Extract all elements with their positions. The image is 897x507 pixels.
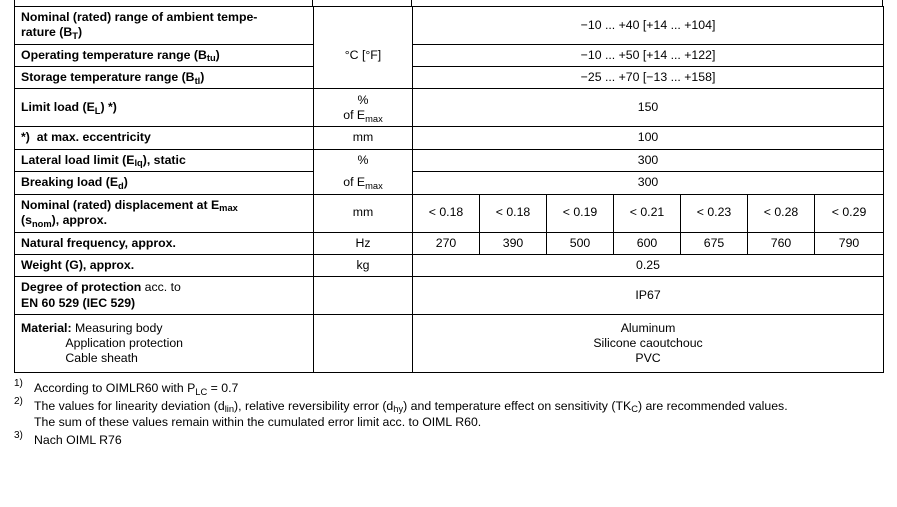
table-row bbox=[15, 7, 884, 45]
material-value-3: PVC bbox=[635, 351, 661, 366]
table-row bbox=[15, 315, 884, 373]
row-unit-degc-degf: °C [°F] bbox=[314, 44, 413, 66]
row-label-nominal-displacement: Nominal (rated) displacement at $E_{max}$ $(s_{nom})$, approx. bbox=[15, 194, 314, 232]
row-value-ambient-temperature-range: −10 ... +40 [+14 ... +104] bbox=[413, 7, 884, 45]
partial-row-unit-cell bbox=[313, 0, 412, 6]
table-row bbox=[15, 232, 884, 254]
row-value-limit-load: 150 bbox=[413, 89, 884, 127]
row-label-material: Material: Measuring body Application protection Cable sheath bbox=[15, 315, 314, 373]
row-unit-material-blank bbox=[314, 315, 413, 373]
row-label-weight: Weight (G), approx. bbox=[15, 254, 314, 276]
row-value-degree-of-protection: IP67 bbox=[413, 277, 884, 315]
row-unit-hz: Hz bbox=[314, 232, 413, 254]
row-value-displacement-3: < 0.19 bbox=[547, 194, 614, 232]
row-value-displacement-5: < 0.23 bbox=[681, 194, 748, 232]
row-value-material bbox=[413, 315, 884, 373]
footnote-2-text: The values for linearity deviation $(d_{lin})$, relative reversibility error $(d_{hy})$ and temperature effect on sensitivity $(TK_C)$ are recommended values. The sum of these values remain within the cumulated error limit acc. to OIML R60. bbox=[34, 398, 883, 431]
table-row bbox=[15, 149, 884, 171]
table-row bbox=[15, 172, 884, 194]
table-row bbox=[15, 127, 884, 149]
row-unit-mm-eccentricity: mm bbox=[314, 127, 413, 149]
row-value-max-eccentricity: 100 bbox=[413, 127, 884, 149]
row-value-frequency-2: 390 bbox=[480, 232, 547, 254]
footnote-1 bbox=[14, 380, 883, 397]
footnote-2-line2: The sum of these values remain within the cumulated error limit acc. to OIML R60. bbox=[34, 415, 482, 430]
footnote-1-text: According to OIMLR60 with $P_{LC} = 0.7$ bbox=[34, 381, 239, 397]
row-label-breaking-load: Breaking load $(E_d)$ bbox=[15, 172, 314, 194]
footnote-3-mark: 3) bbox=[14, 430, 23, 442]
row-value-displacement-2: < 0.18 bbox=[480, 194, 547, 232]
row-value-frequency-6: 760 bbox=[748, 232, 815, 254]
row-label-operating-temperature-range: Operating temperature range $(B_{tu})$ bbox=[15, 44, 314, 66]
footnote-2 bbox=[14, 395, 883, 431]
footnote-2-mark: 2) bbox=[14, 395, 23, 407]
row-value-frequency-1: 270 bbox=[413, 232, 480, 254]
row-unit-temperature-blank bbox=[314, 7, 413, 45]
row-label-max-eccentricity: *) at max. eccentricity bbox=[15, 127, 314, 149]
row-unit-of-emax-breaking: of $E_{max}$ bbox=[314, 172, 413, 194]
material-value-2: Silicone caoutchouc bbox=[593, 336, 703, 351]
row-value-displacement-1: < 0.18 bbox=[413, 194, 480, 232]
table-row bbox=[15, 89, 884, 127]
table-top-partial-row bbox=[14, 0, 883, 6]
footnote-1-mark: 1) bbox=[14, 378, 23, 390]
row-value-frequency-4: 600 bbox=[614, 232, 681, 254]
row-value-displacement-6: < 0.28 bbox=[748, 194, 815, 232]
row-label-ambient-temperature-range: Nominal (rated) range of ambient tempe- rature $(B_T)$ bbox=[15, 7, 314, 45]
row-value-frequency-7: 790 bbox=[815, 232, 884, 254]
row-unit-percent-lateral: % bbox=[314, 149, 413, 171]
row-value-displacement-4: < 0.21 bbox=[614, 194, 681, 232]
row-value-operating-temperature-range: −10 ... +50 [+14 ... +122] bbox=[413, 44, 884, 66]
material-value-1: Aluminum bbox=[620, 320, 676, 335]
row-label-natural-frequency: Natural frequency, approx. bbox=[15, 232, 314, 254]
row-unit-temperature-blank-2 bbox=[314, 67, 413, 89]
partial-row-label-cell bbox=[14, 0, 313, 6]
row-value-frequency-3: 500 bbox=[547, 232, 614, 254]
row-value-lateral-load-limit: 300 bbox=[413, 149, 884, 171]
footnote-3-text: Nach OIML R76 bbox=[34, 433, 122, 448]
row-value-storage-temperature-range: −25 ... +70 [−13 ... +158] bbox=[413, 67, 884, 89]
row-unit-protection-blank bbox=[314, 277, 413, 315]
row-value-displacement-7: < 0.29 bbox=[815, 194, 884, 232]
row-label-lateral-load-limit: Lateral load limit $(E_{lq})$, static bbox=[15, 149, 314, 171]
row-label-limit-load: Limit load $(E_L)$ *) bbox=[15, 89, 314, 127]
row-unit-percent-of-emax: % of $E_{max}$ bbox=[314, 89, 413, 127]
table-row bbox=[15, 67, 884, 89]
specifications-table bbox=[14, 6, 884, 373]
table-row bbox=[15, 194, 884, 232]
table-row bbox=[15, 277, 884, 315]
table-row bbox=[15, 44, 884, 66]
row-unit-kg: kg bbox=[314, 254, 413, 276]
footnotes-block bbox=[14, 380, 883, 448]
row-value-frequency-5: 675 bbox=[681, 232, 748, 254]
row-label-degree-of-protection: Degree of protection acc. to EN 60 529 (IEC 529) bbox=[15, 277, 314, 315]
row-unit-mm-displacement: mm bbox=[314, 194, 413, 232]
partial-row-value-cell bbox=[412, 0, 883, 6]
row-label-storage-temperature-range: Storage temperature range $(B_{tl})$ bbox=[15, 67, 314, 89]
row-value-weight: 0.25 bbox=[413, 254, 884, 276]
row-value-breaking-load: 300 bbox=[413, 172, 884, 194]
footnote-3 bbox=[14, 432, 883, 449]
table-row bbox=[15, 254, 884, 276]
